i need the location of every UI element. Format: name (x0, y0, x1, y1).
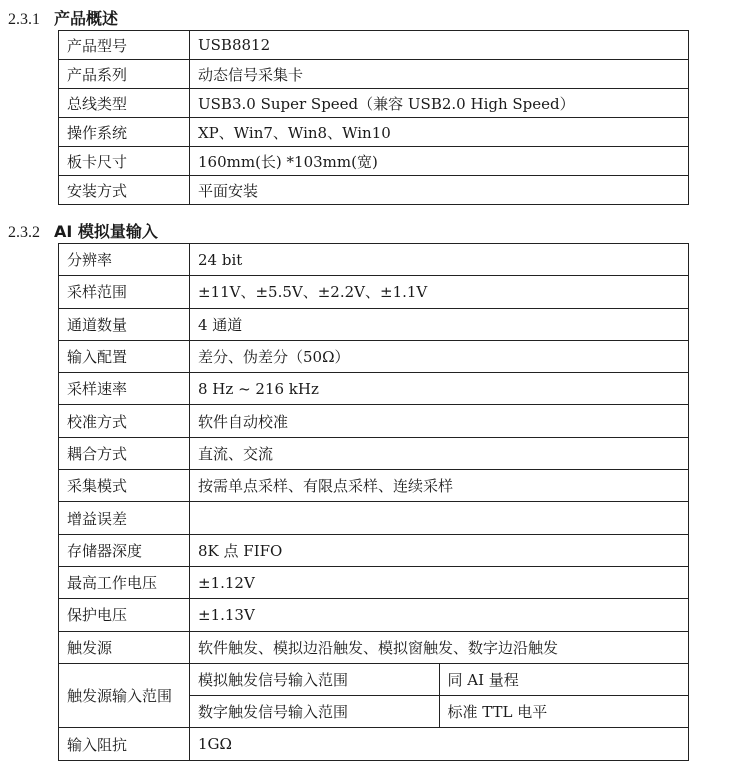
row-value: 8K 点 FIFO (190, 534, 689, 566)
row-label: 总线类型 (59, 89, 190, 118)
row-label: 输入阻抗 (59, 728, 190, 760)
row-value: USB3.0 Super Speed（兼容 USB2.0 High Speed） (190, 89, 689, 118)
table-row (59, 147, 689, 176)
row-value: 软件自动校准 (190, 405, 689, 437)
row-value: ±1.12V (190, 566, 689, 598)
row-label: 产品系列 (59, 60, 190, 89)
section-heading-overview (8, 6, 118, 29)
table-row (59, 599, 689, 631)
row-label: 输入配置 (59, 340, 190, 372)
row-label: 板卡尺寸 (59, 147, 190, 176)
table-row (59, 60, 689, 89)
row-value: USB8812 (190, 31, 689, 60)
table-row (59, 502, 689, 534)
section-heading-ai-input (8, 219, 158, 242)
section-number: 2.3.2 (8, 224, 40, 241)
row-value: 160mm(长) *103mm(宽) (190, 147, 689, 176)
section-number: 2.3.1 (8, 11, 40, 28)
row-label: 采样速率 (59, 373, 190, 405)
table-row (59, 566, 689, 598)
section-title: AI 模拟量输入 (54, 222, 158, 241)
row-label: 存储器深度 (59, 534, 190, 566)
row-value (190, 502, 689, 534)
row-label: 最高工作电压 (59, 566, 190, 598)
row-label: 分辨率 (59, 244, 190, 276)
analog-trigger-value: 同 AI 量程 (439, 663, 689, 695)
row-label: 耦合方式 (59, 437, 190, 469)
section-title: 产品概述 (54, 9, 119, 28)
row-label: 采集模式 (59, 470, 190, 502)
analog-trigger-label: 模拟触发信号输入范围 (190, 663, 440, 695)
product-overview-table (58, 30, 689, 205)
row-value: 直流、交流 (190, 437, 689, 469)
row-value: 4 通道 (190, 308, 689, 340)
table-row (59, 631, 689, 663)
row-value: 差分、伪差分（50Ω） (190, 340, 689, 372)
row-label: 操作系统 (59, 118, 190, 147)
table-row (59, 276, 689, 308)
table-row (59, 89, 689, 118)
table-row (59, 340, 689, 372)
row-value: 软件触发、模拟边沿触发、模拟窗触发、数字边沿触发 (190, 631, 689, 663)
table-row (59, 405, 689, 437)
table-row (59, 308, 689, 340)
digital-trigger-label: 数字触发信号输入范围 (190, 696, 440, 728)
table-row (59, 470, 689, 502)
table-row (59, 176, 689, 205)
row-label: 采样范围 (59, 276, 190, 308)
row-label: 产品型号 (59, 31, 190, 60)
row-value: 8 Hz ~ 216 kHz (190, 373, 689, 405)
row-label: 触发源 (59, 631, 190, 663)
ai-input-table (58, 243, 689, 761)
row-label: 校准方式 (59, 405, 190, 437)
row-value: 动态信号采集卡 (190, 60, 689, 89)
row-value: 按需单点采样、有限点采样、连续采样 (190, 470, 689, 502)
row-value: 平面安装 (190, 176, 689, 205)
row-value: 24 bit (190, 244, 689, 276)
row-value: ±11V、±5.5V、±2.2V、±1.1V (190, 276, 689, 308)
table-row (59, 244, 689, 276)
row-value: ±1.13V (190, 599, 689, 631)
table-row (59, 728, 689, 760)
trigger-range-label: 触发源输入范围 (59, 663, 190, 728)
table-row (59, 534, 689, 566)
row-label: 增益误差 (59, 502, 190, 534)
table-row (59, 373, 689, 405)
row-label: 通道数量 (59, 308, 190, 340)
table-row (59, 663, 689, 695)
table-row (59, 437, 689, 469)
table-row (59, 31, 689, 60)
table-row (59, 118, 689, 147)
row-label: 保护电压 (59, 599, 190, 631)
row-label: 安装方式 (59, 176, 190, 205)
digital-trigger-value: 标准 TTL 电平 (439, 696, 689, 728)
row-value: 1GΩ (190, 728, 689, 760)
row-value: XP、Win7、Win8、Win10 (190, 118, 689, 147)
